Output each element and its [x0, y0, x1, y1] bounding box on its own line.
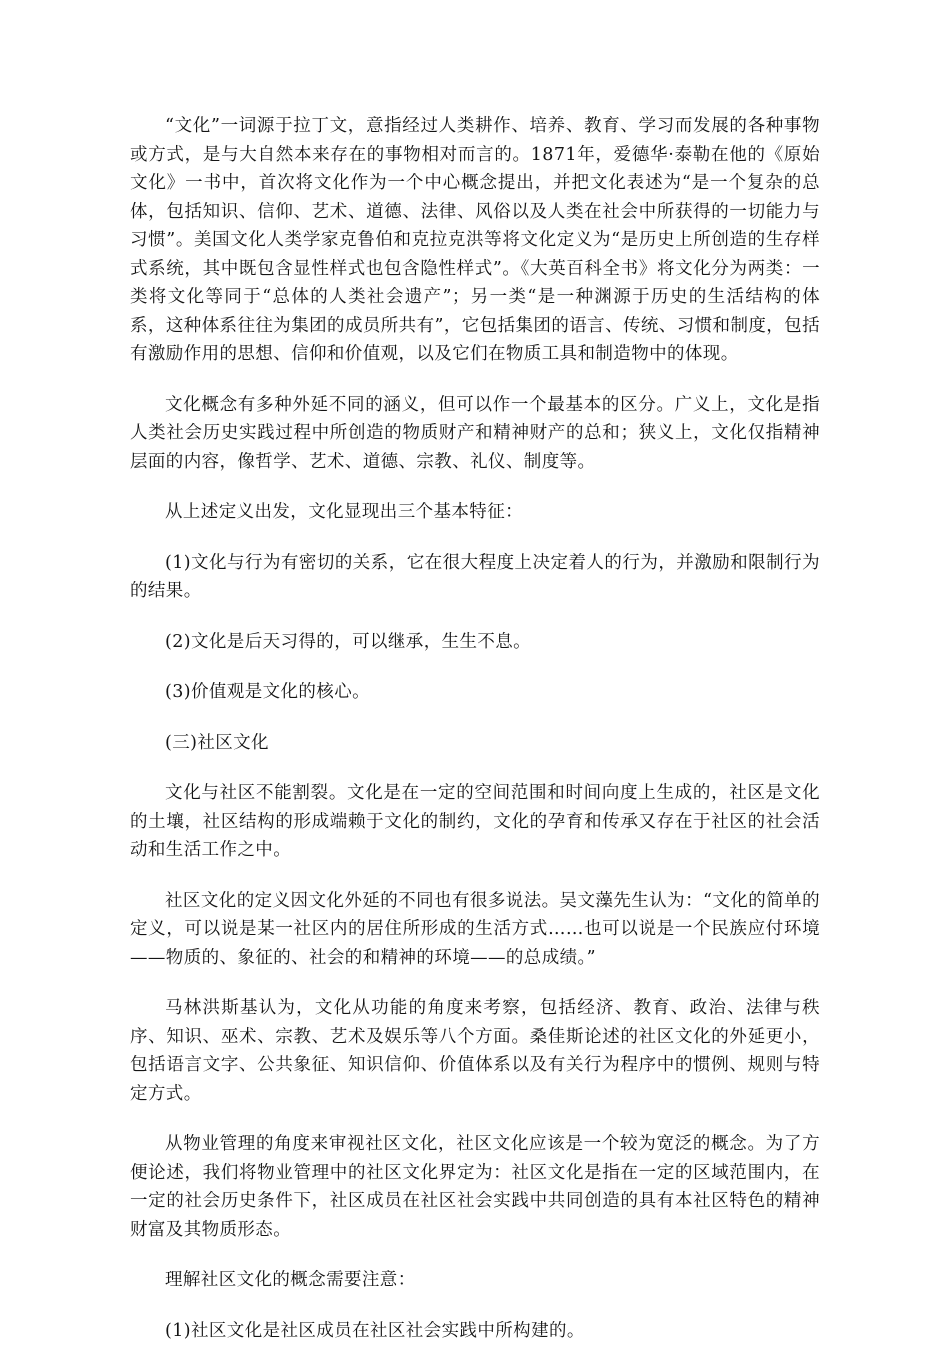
paragraph-property-management-definition: 从物业管理的角度来审视社区文化，社区文化应该是一个较为宽泛的概念。为了方便论述，我们将物业管理中的社区文化界定为：社区文化是指在一定的区域范围内，在一定的社会历史条件下，社区成员在社区社会实践中共同创造的具有本社区特色的精神财富及其物质形态。: [130, 1134, 820, 1240]
paragraph-features-intro: 从上述定义出发，文化显现出三个基本特征：: [165, 502, 523, 522]
paragraph-wu-wenzao-definition: 社区文化的定义因文化外延的不同也有很多说法。吴文藻先生认为：“文化的简单的定义，可以说是某一社区内的居住所形成的生活方式……也可以说是一个民族应付环境——物质的、象征的、社会的和精神的环境——的总成绩。”: [130, 890, 820, 968]
list-item-note-1: (1)社区文化是社区成员在社区社会实践中所构建的。: [165, 1320, 585, 1341]
paragraph-culture-and-community: 文化与社区不能割裂。文化是在一定的空间范围和时间向度上生成的，社区是文化的土壤，社区结构的形成端赖于文化的制约，文化的孕育和传承又存在于社区的社会活动和生活工作之中。: [130, 783, 820, 860]
paragraph-culture-origin: “文化”一词源于拉丁文，意指经过人类耕作、培养、教育、学习而发展的各种事物或方式，是与大自然本来存在的事物相对而言的。1871年，爱德华·泰勒在他的《原始文化》一书中，首次将文化作为一个中心概念提出，并把文化表述为“是一个复杂的总体，包括知识、信仰、艺术、道德、法律、风俗以及人类在社会中所获得的一切能力与习惯”。美国文化人类学家克鲁伯和克拉克洪等将文化定义为“是历史上所创造的生存样式系统，其中既包含显性样式也包含隐性样式”。《大英百科全书》将文化分为两类：一类将文化等同于“总体的人类社会遗产”；另一类“是一种渊源于历史的生活结构的体系，这种体系往往为集团的成员所共有”，它包括集团的语言、传统、习惯和制度，包括有激励作用的思想、信仰和价值观，以及它们在物质工具和制造物中的体现。: [130, 116, 820, 364]
paragraph-notes-intro: 理解社区文化的概念需要注意：: [165, 1270, 416, 1290]
document-body: [130, 112, 820, 1367]
list-item-feature-3: (3)价值观是文化的核心。: [165, 682, 370, 702]
list-item-feature-2: (2)文化是后天习得的，可以继承，生生不息。: [165, 631, 532, 652]
list-item-feature-1: (1)文化与行为有密切的关系，它在很大程度上决定着人的行为，并激励和限制行为的结果。: [130, 552, 820, 601]
paragraph-malinowski-view: 马林洪斯基认为，文化从功能的角度来考察，包括经济、教育、政治、法律与秩序、知识、巫术、宗教、艺术及娱乐等八个方面。桑佳斯论述的社区文化的外延更小，包括语言文字、公共象征、知识信仰、价值体系以及有关行为程序中的惯例、规则与特定方式。: [130, 998, 820, 1104]
paragraph-culture-scope: 文化概念有多种外延不同的涵义，但可以作一个最基本的区分。广义上，文化是指人类社会历史实践过程中所创造的物质财产和精神财产的总和；狭义上，文化仅指精神层面的内容，像哲学、艺术、道德、宗教、礼仪、制度等。: [130, 394, 820, 472]
section-heading-community-culture: (三)社区文化: [165, 732, 269, 753]
